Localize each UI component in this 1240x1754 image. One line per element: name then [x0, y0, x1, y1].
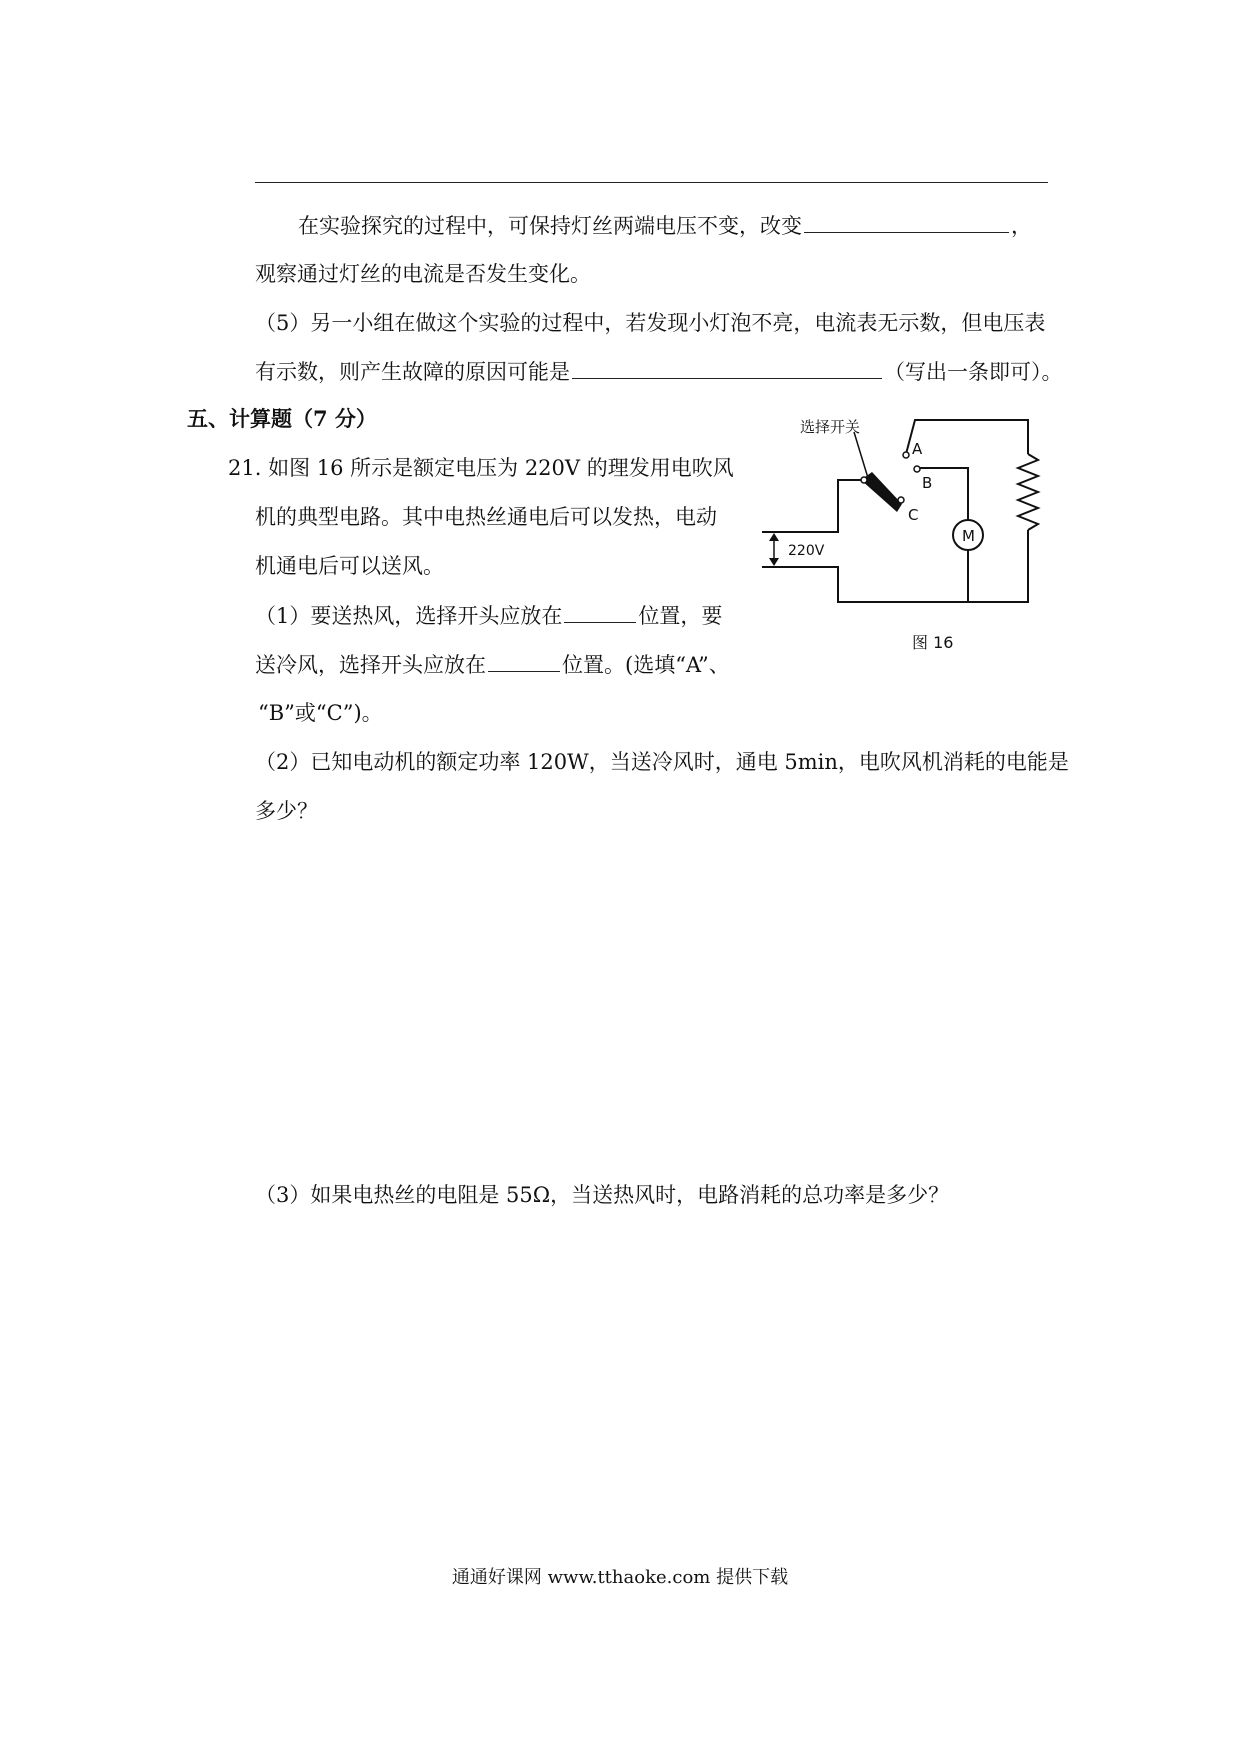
- circuit-diagram: [760, 412, 1060, 652]
- q20-line1: [298, 210, 1032, 241]
- answer-blank-cold-air[interactable]: [488, 649, 560, 672]
- terminal-b-icon: [914, 466, 920, 472]
- figure-caption: 图 16: [912, 633, 954, 652]
- footer-source: 通通好课网 www.tthaoke.com 提供下载: [451, 1567, 789, 1588]
- switch-label: 选择开关: [800, 418, 861, 436]
- terminal-b-label: B: [922, 474, 933, 492]
- answer-blank-q20-1[interactable]: [804, 210, 1009, 233]
- q21-part2-line1: （2）已知电动机的额定功率 120W，当送冷风时，通电 5min，电吹风机消耗的电能是: [255, 750, 1069, 774]
- q21-part1-line2-text: 送冷风，选择开头应放在: [255, 653, 486, 677]
- q20-part5-line2-text: 有示数，则产生故障的原因可能是: [255, 360, 570, 384]
- motor-label: M: [962, 527, 975, 545]
- arrow-down-icon: [769, 558, 779, 566]
- q21-stem-line2: 机的典型电路。其中电热丝通电后可以发热，电动: [255, 505, 717, 529]
- terminal-c-icon: [898, 497, 904, 503]
- q21-part1-line1: [255, 600, 722, 631]
- wire-supply-to-switch: [762, 480, 864, 532]
- section-heading: 五、计算题（7 分）: [187, 406, 377, 431]
- q21-part1-line2: [255, 649, 730, 680]
- q20-part5-line1: （5）另一小组在做这个实验的过程中，若发现小灯泡不亮，电流表无示数，但电压表: [255, 311, 1046, 335]
- q21-stem-line1: 21. 如图 16 所示是额定电压为 220V 的理发用电吹风: [228, 456, 734, 480]
- q20-part5-line2-end: （写出一条即可）。: [884, 360, 1063, 384]
- q20-line1-text: 在实验探究的过程中，可保持灯丝两端电压不变，改变: [298, 214, 802, 238]
- header-rule: [255, 182, 1048, 183]
- q21-part1-line1-end: 位置，要: [638, 604, 723, 628]
- q20-part5-line2: [255, 356, 1063, 387]
- q21-part2-line2: 多少？: [255, 799, 318, 823]
- q21-stem-line3: 机通电后可以送风。: [255, 554, 444, 578]
- answer-blank-hot-air[interactable]: [564, 600, 636, 623]
- switch-label-pointer: [854, 432, 868, 478]
- wire-bottom-return: [762, 530, 1028, 602]
- wire-a-to-heater: [906, 420, 1028, 454]
- terminal-a-icon: [903, 452, 909, 458]
- heater-coil-icon: [1018, 454, 1038, 530]
- q21-part1-line3: “B”或“C”)。: [258, 701, 383, 725]
- terminal-a-label: A: [912, 440, 923, 458]
- q21-part3-line1: （3）如果电热丝的电阻是 55Ω，当送热风时，电路消耗的总功率是多少？: [255, 1183, 950, 1207]
- q21-part1-line1-text: （1）要送热风，选择开头应放在: [255, 604, 563, 628]
- q20-line2: 观察通过灯丝的电流是否发生变化。: [255, 262, 591, 286]
- switch-pivot-icon: [861, 477, 867, 483]
- terminal-c-label: C: [908, 506, 919, 524]
- voltage-label: 220V: [788, 543, 825, 559]
- q21-part1-line2-end: 位置。(选填“A”、: [562, 653, 730, 677]
- q20-line1-end: ，: [1011, 214, 1032, 238]
- arrow-up-icon: [769, 533, 779, 541]
- answer-blank-q20-5[interactable]: [572, 356, 882, 379]
